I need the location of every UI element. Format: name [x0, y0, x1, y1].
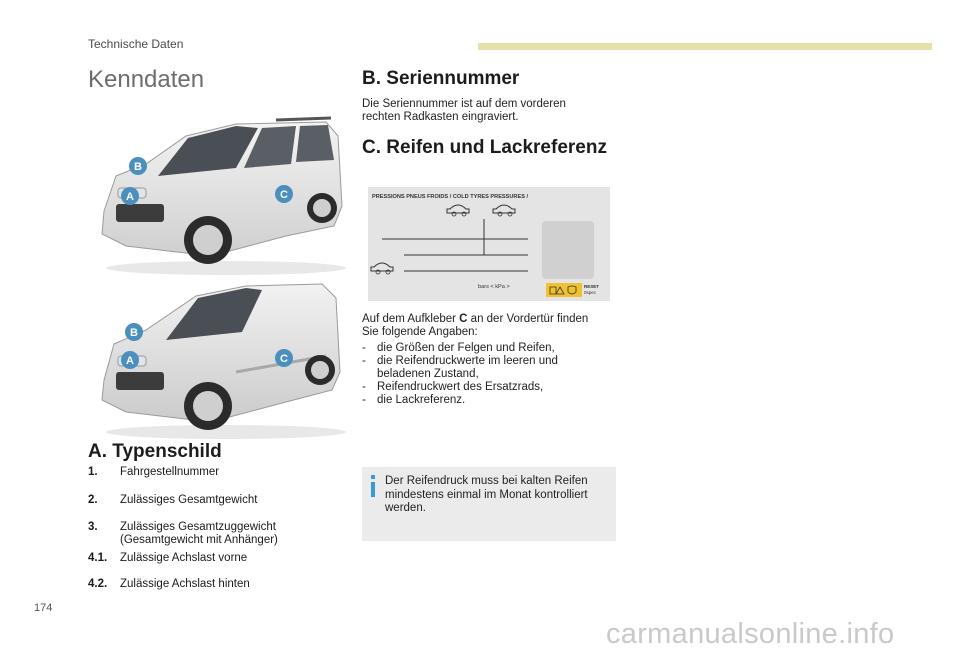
- reifen-bullet-list: [362, 342, 607, 407]
- reifen-intro: [362, 313, 607, 339]
- seriennummer-text: Die Seriennummer ist auf dem vorderen rechten Radkasten eingraviert.: [362, 98, 566, 123]
- marker-c: C: [280, 189, 288, 201]
- note-text: Der Reifendruck muss bei kalten Reifen mindestens einmal im Monat kontrolliert werden.: [385, 475, 588, 514]
- typenschild-heading: A. Typenschild: [88, 441, 222, 462]
- intro-text: Auf dem Aufkleber: [362, 313, 460, 325]
- item-text: Zulässige Achslast hinten: [120, 578, 250, 590]
- marker-b: B: [130, 327, 138, 339]
- bullet-item: - die Lackreferenz.: [362, 394, 607, 407]
- reifen-heading: C. Reifen und Lackreferenz: [362, 137, 607, 158]
- info-note: [362, 467, 616, 541]
- watermark: carmanualsonline.info: [606, 618, 895, 650]
- intro-bold-c: C: [459, 313, 468, 325]
- marker-a: A: [126, 191, 134, 203]
- item-number: 3.: [88, 521, 98, 533]
- label-reset-sub: 0spec: [584, 290, 597, 295]
- bullet-item: - die Größen der Felgen und Reifen,: [362, 342, 607, 355]
- header-accent-bar: [478, 43, 932, 50]
- intro-text: an der Vordertür finden Sie folgende Angaben:: [362, 313, 589, 338]
- item-number: 2.: [88, 494, 98, 506]
- marker-a: A: [126, 355, 134, 367]
- item-text: Fahrgestellnummer: [120, 466, 220, 478]
- bullet-item: - Reifendruckwert des Ersatzrads,: [362, 381, 607, 394]
- seriennummer-heading: B. Seriennummer: [362, 68, 520, 89]
- bullet-item: - die Reifendruckwerte im leeren und beladenen Zustand,: [362, 355, 607, 381]
- page-title: Kenndaten: [88, 66, 205, 93]
- car-illustration-mpv: [86, 116, 348, 276]
- item-text: Zulässiges Gesamtzuggewicht (Gesamtgewicht mit Anhänger): [120, 521, 278, 546]
- item-number: 4.2.: [88, 578, 108, 590]
- label-title: PRESSIONS PNEUS FROIDS / COLD TYRES PRESSURES /: [372, 194, 529, 200]
- car-illustration-van: [86, 280, 348, 440]
- page-number: 174: [34, 602, 53, 614]
- section-label: Technische Daten: [88, 37, 184, 51]
- marker-c: C: [280, 353, 288, 365]
- marker-b: B: [134, 161, 142, 173]
- info-icon: [368, 475, 378, 497]
- item-number: 4.1.: [88, 552, 108, 564]
- item-number: 1.: [88, 466, 98, 478]
- label-reset: RESET: [584, 284, 600, 289]
- item-text: Zulässige Achslast vorne: [120, 552, 248, 564]
- label-units: bars < kPa >: [478, 284, 510, 290]
- tyre-pressure-label: [368, 187, 610, 301]
- item-text: Zulässiges Gesamtgewicht: [120, 494, 258, 506]
